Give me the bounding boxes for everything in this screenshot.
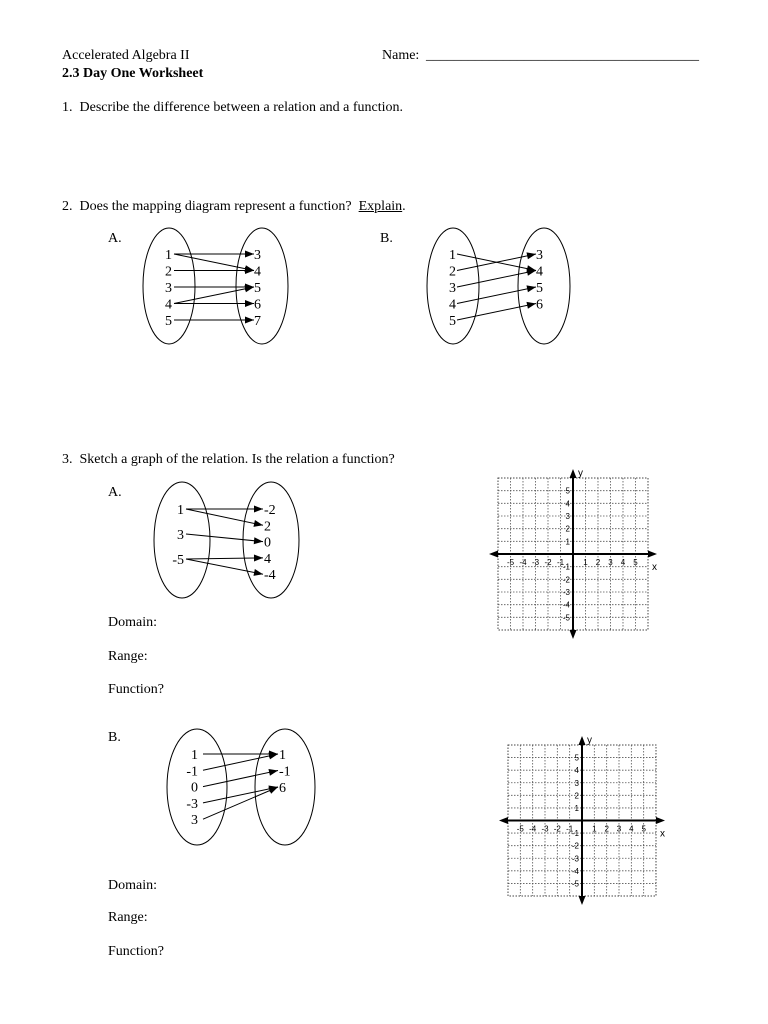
q2b-domain-value: 2 [449, 264, 456, 280]
q3b-x-axis-arrow [499, 817, 508, 824]
q3b-x-tick-label: 1 [592, 824, 597, 834]
q3a-domain-value: 1 [177, 503, 184, 518]
q3b-y-axis-arrow [579, 736, 586, 745]
q3b-y-axis-label: y [587, 735, 592, 746]
q3a-domain-value: 3 [177, 528, 184, 543]
q3a-x-tick-label: -1 [556, 558, 565, 567]
q2a-domain-value: 2 [165, 264, 172, 280]
q3a-domain-label: Domain: [108, 615, 157, 630]
q3b-y-tick-label: 3 [574, 778, 579, 788]
question-2-period: . [402, 199, 406, 214]
q3b-domain-label: Domain: [108, 878, 157, 893]
q3b-y-tick-label: -2 [571, 841, 579, 851]
q3a-y-tick-label: -5 [562, 613, 570, 623]
q3a-x-tick-label: -3 [531, 558, 540, 567]
q3a-x-tick-label: 4 [620, 558, 626, 567]
q3a-x-tick-label: 5 [633, 558, 638, 567]
q3a-x-tick-label: 2 [595, 558, 601, 567]
q3b-x-tick-label: 5 [641, 824, 646, 834]
q3a-y-tick-label: -1 [562, 562, 570, 572]
q2b-range-value: 3 [536, 248, 543, 263]
q3a-function-label: Function? [108, 682, 164, 697]
q3b-y-tick-label: 5 [574, 753, 579, 763]
q2b-range-value: 6 [536, 297, 543, 313]
q3b-x-tick-label: -2 [553, 824, 561, 834]
q3a-x-axis-label: x [652, 562, 657, 573]
q2b-domain-value: 3 [449, 281, 456, 296]
question-3-text: Sketch a graph of the relation. Is the relation a function? [79, 452, 395, 467]
q3b-x-tick-label: -3 [541, 824, 549, 834]
q3a-y-tick-label: 5 [565, 486, 570, 496]
q3b-domain-value: 3 [191, 813, 198, 829]
q3b-y-tick-label: -1 [571, 829, 579, 839]
q3a-range-value: -2 [264, 503, 276, 518]
question-3-number: 3. [62, 452, 73, 467]
q2a-domain-value: 3 [165, 281, 172, 296]
q3a-range-label: Range: [108, 649, 148, 664]
q2b-domain-value: 5 [449, 314, 456, 329]
q3a-y-tick-label: -2 [562, 575, 570, 585]
q2a-range-value: 6 [254, 297, 261, 313]
q2b-range-value: 5 [536, 281, 543, 296]
q3a-x-tick-label: 3 [608, 558, 613, 567]
q3b-x-tick-label: 4 [629, 824, 634, 834]
q3b-y-tick-label: 2 [574, 791, 579, 801]
q3a-x-tick-label: -5 [506, 558, 515, 567]
q3b-range-value: 6 [279, 781, 286, 796]
q3b-x-tick-label: -5 [516, 824, 524, 834]
q3a-range-value: -4 [264, 568, 276, 584]
q3a-y-tick-label: 1 [565, 537, 570, 547]
q3-part-b-label: B. [108, 730, 121, 745]
q3a-x-tick-label: 1 [583, 558, 588, 567]
q3b-y-tick-label: -5 [571, 879, 579, 889]
q3b-x-tick-label: 3 [616, 824, 622, 834]
q3b-y-tick-label: 4 [574, 766, 579, 776]
q3b-x-tick-label: 2 [604, 824, 609, 834]
q3b-y-tick-label: 1 [574, 803, 579, 813]
q3b-y-axis-arrow [579, 896, 586, 905]
q3a-range-value: 4 [264, 551, 271, 567]
q2a-range-value: 4 [254, 264, 261, 280]
q3a-range-value: 2 [264, 519, 271, 535]
q3a-x-tick-label: -2 [544, 558, 552, 567]
q2b-range-value: 4 [536, 264, 543, 280]
question-2-explain: Explain [358, 199, 403, 214]
q3a-y-tick-label: 3 [565, 512, 570, 521]
q3b-y-tick-label: -3 [571, 854, 579, 864]
q3b-x-tick-label: -1 [566, 824, 574, 834]
q3b-domain-value: -1 [186, 764, 198, 780]
q3b-range-label: Range: [108, 910, 148, 925]
name-line[interactable]: _______________________________________ [426, 48, 699, 63]
q3a-x-tick-label: -4 [519, 558, 527, 567]
q3b-y-tick-label: -4 [571, 866, 579, 876]
q2b-domain-value: 4 [449, 297, 456, 313]
q2a-range-value: 3 [254, 248, 261, 263]
question-2-text: Does the mapping diagram represent a function? [79, 199, 352, 214]
q3a-y-tick-label: 2 [565, 524, 570, 534]
q2-part-b-label: B. [380, 231, 393, 246]
q3a-y-tick-label: -3 [562, 588, 570, 597]
q3a-y-tick-label: -4 [562, 600, 570, 610]
q3a-range-value: 0 [264, 535, 271, 551]
q3-part-a-label: A. [108, 485, 122, 500]
course-title: Accelerated Algebra II [62, 48, 190, 63]
q2a-domain-value: 5 [165, 314, 172, 329]
q3b-function-label: Function? [108, 944, 164, 959]
q3b-domain-value: 1 [191, 748, 198, 763]
q3b-range-value: -1 [279, 764, 291, 780]
question-1-text: Describe the difference between a relation and a function. [79, 100, 404, 115]
q3b-x-axis-label: x [660, 828, 665, 840]
q3a-y-tick-label: 4 [565, 499, 570, 509]
question-1-number: 1. [62, 100, 73, 115]
q3a-domain-value: -5 [172, 553, 184, 568]
name-label: Name: [382, 48, 420, 63]
q3b-x-axis-arrow [656, 817, 665, 824]
q2a-domain-value: 1 [165, 248, 172, 263]
q3b-x-tick-label: -4 [529, 824, 537, 834]
question-2-number: 2. [62, 199, 73, 214]
q3a-y-axis-label: y [578, 468, 583, 479]
q3b-range-value: 1 [279, 748, 286, 763]
q2a-range-value: 7 [254, 314, 261, 329]
q2b-domain-value: 1 [449, 248, 456, 263]
worksheet-title: 2.3 Day One Worksheet [62, 66, 204, 81]
q2a-range-value: 5 [254, 281, 261, 296]
q2a-domain-value: 4 [165, 297, 172, 313]
q3b-domain-value: 0 [191, 780, 198, 796]
q2-part-a-label: A. [108, 231, 122, 246]
q3b-domain-value: -3 [186, 796, 198, 812]
